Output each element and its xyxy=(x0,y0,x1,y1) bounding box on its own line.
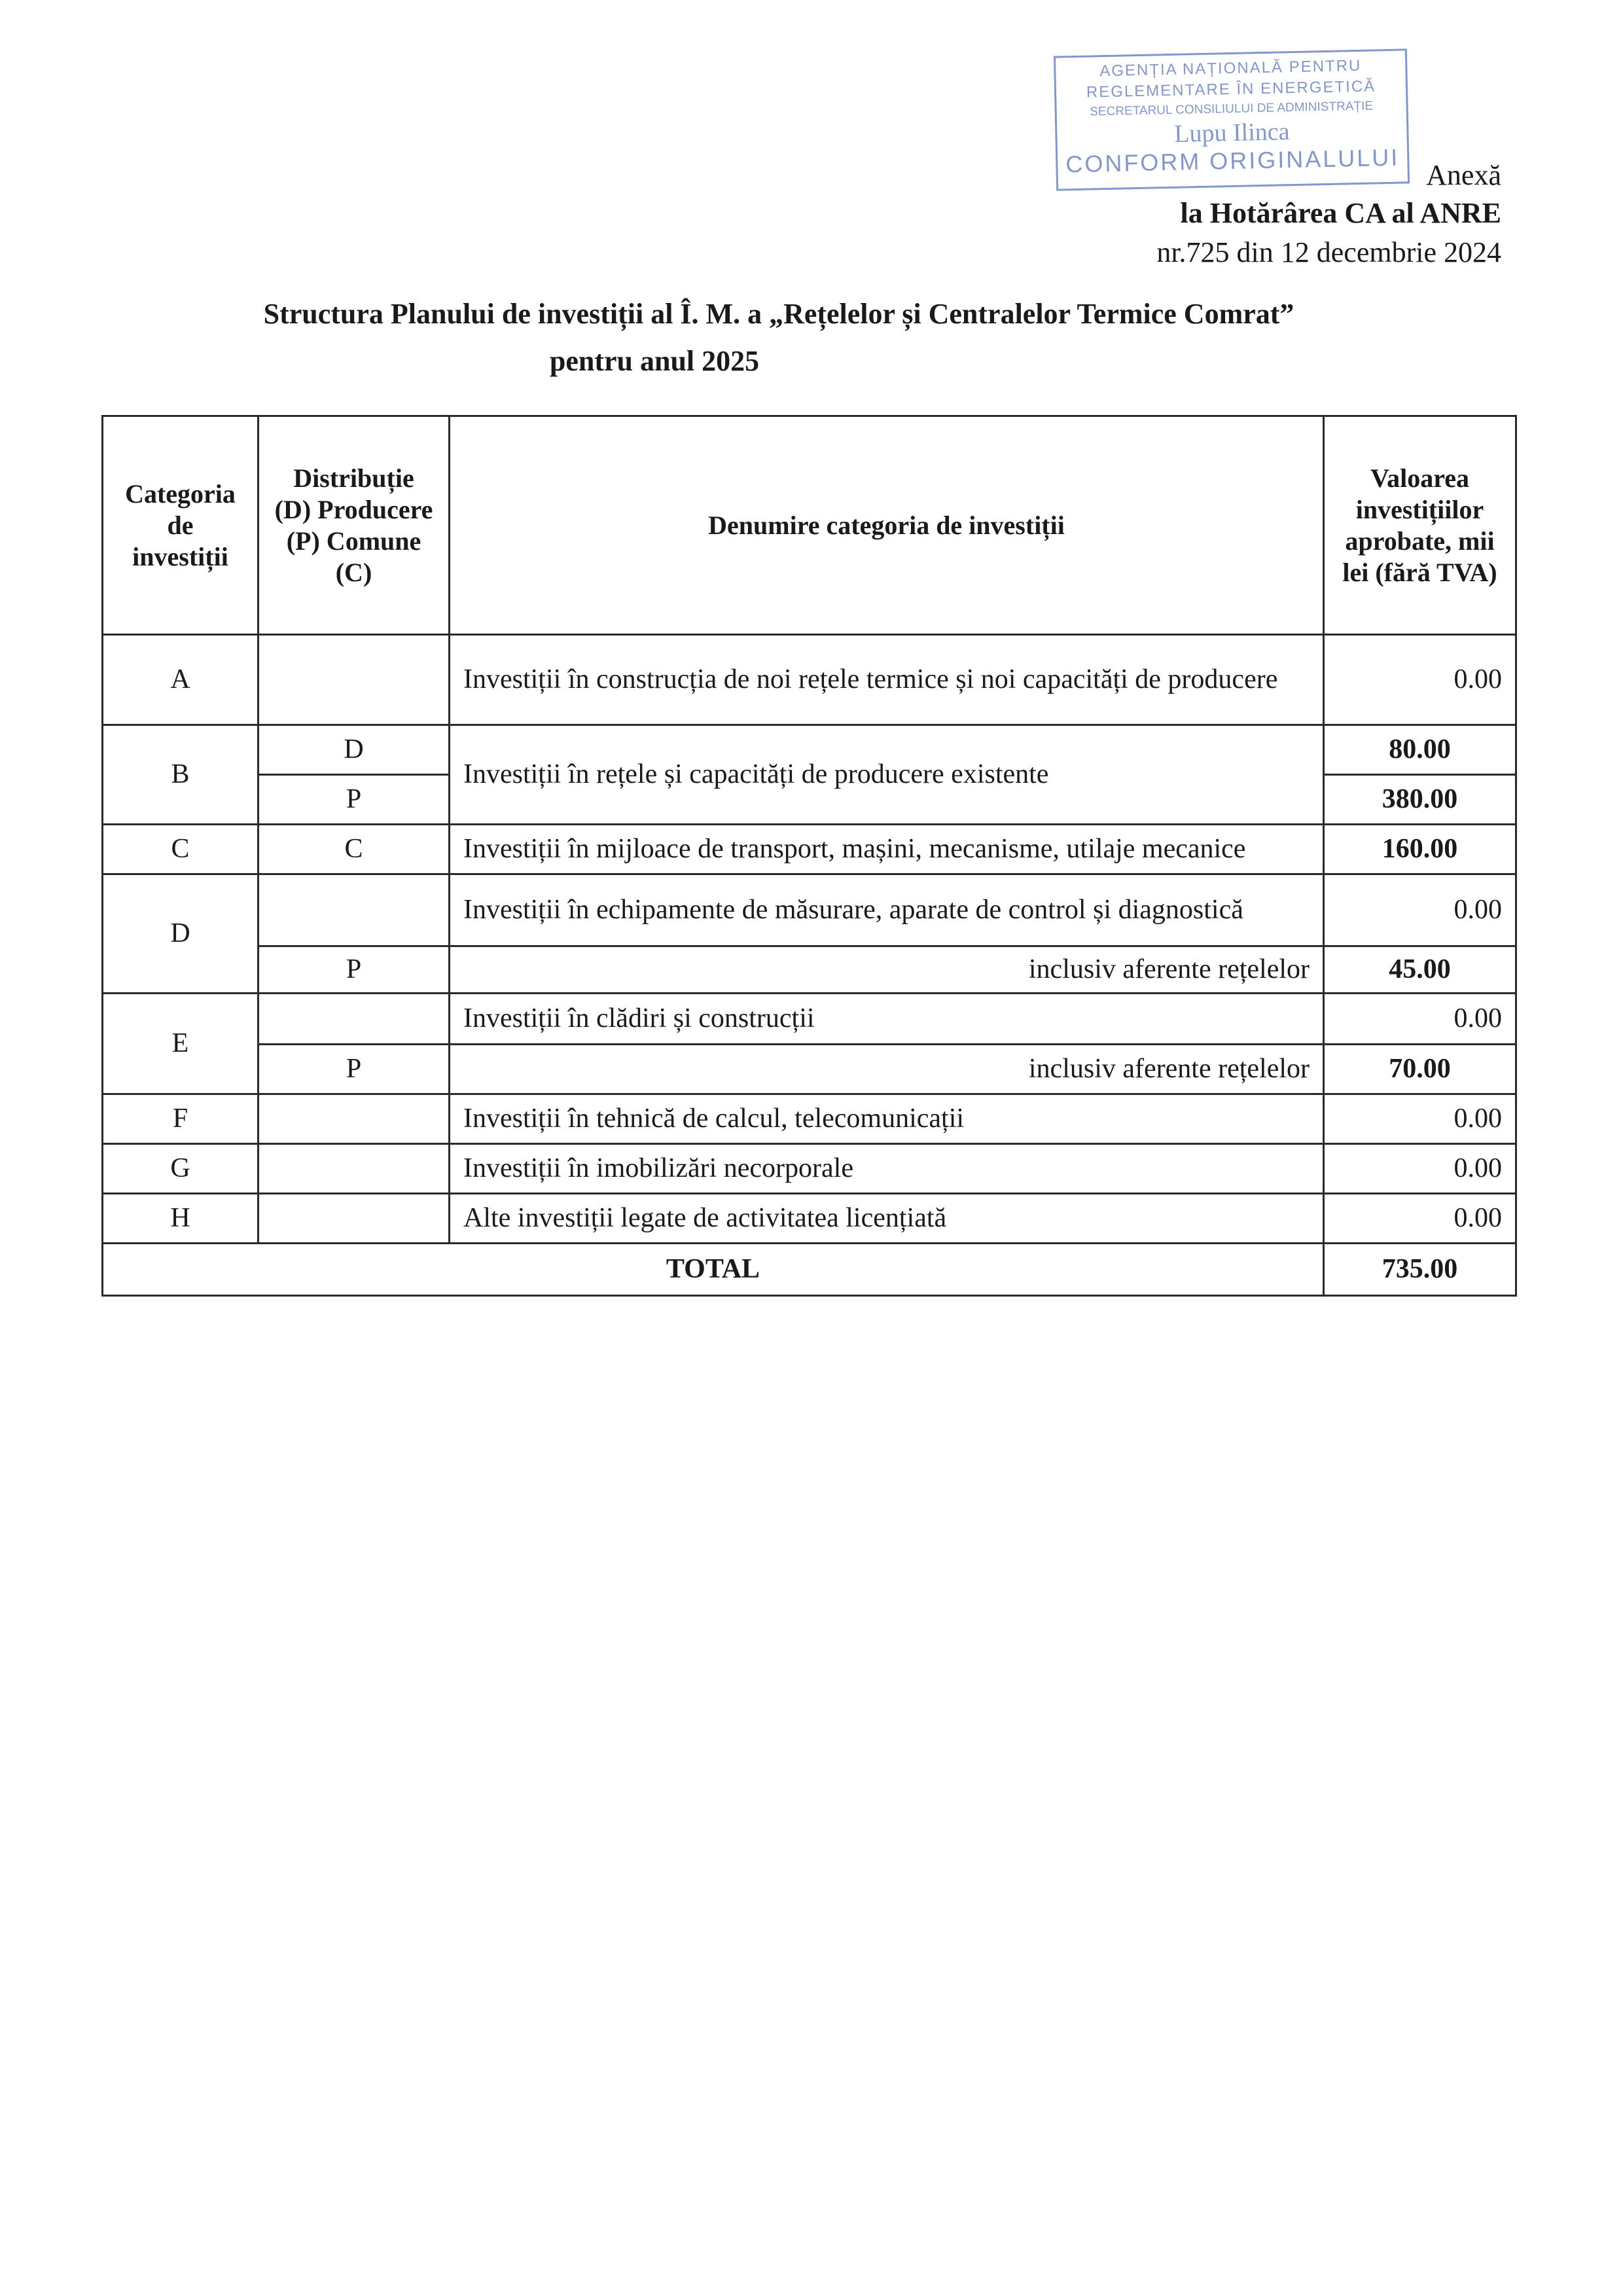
total-label: TOTAL xyxy=(103,1244,1324,1296)
cell-name: Alte investiții legate de activitatea licențiată xyxy=(450,1194,1324,1244)
cell-category: C xyxy=(103,825,259,874)
cell-value: 0.00 xyxy=(1324,1194,1516,1244)
table-row-b xyxy=(103,725,1516,775)
table-total-row xyxy=(103,1244,1516,1296)
cell-dpc xyxy=(259,635,450,725)
decision-label: la Hotărârea CA al ANRE xyxy=(1180,197,1501,229)
stamp-line-name: Lupu Ilinca xyxy=(1173,118,1290,148)
cell-value: 380.00 xyxy=(1324,775,1516,825)
cell-category: D xyxy=(103,874,259,994)
cell-dpc: P xyxy=(259,775,450,825)
cell-dpc: D xyxy=(259,725,450,775)
cell-category: B xyxy=(103,725,259,825)
header-dpc: Distribuție (D) Producere (P) Comune (C) xyxy=(259,416,450,635)
cell-category: A xyxy=(103,635,259,725)
cell-dpc xyxy=(259,1194,450,1244)
cell-value: 0.00 xyxy=(1324,1144,1516,1194)
cell-value: 0.00 xyxy=(1324,635,1516,725)
official-stamp xyxy=(1054,48,1410,190)
cell-dpc xyxy=(259,1144,450,1194)
investment-table xyxy=(101,415,1517,1297)
table-row-d xyxy=(103,874,1516,946)
table-row-g xyxy=(103,1144,1516,1194)
cell-value: 0.00 xyxy=(1324,874,1516,946)
table-row-e-sub xyxy=(103,1045,1516,1094)
cell-value: 160.00 xyxy=(1324,825,1516,874)
stamp-line-regulator: REGLEMENTARE ÎN ENERGETICĂ xyxy=(1086,77,1376,101)
cell-dpc: P xyxy=(259,1045,450,1094)
cell-value: 80.00 xyxy=(1324,725,1516,775)
document-title: Structura Planului de investiții al Î. M. a „Rețelelor și Centralelor Termice Comrat” xyxy=(263,298,1294,330)
table-row-e xyxy=(103,994,1516,1045)
cell-name: Investiții în rețele și capacități de producere existente xyxy=(450,725,1324,825)
table-row-c xyxy=(103,825,1516,874)
cell-name: inclusiv aferente rețelelor xyxy=(450,946,1324,994)
stamp-line-conform: CONFORM ORIGINALULUI xyxy=(1065,143,1400,178)
header-value: Valoarea investițiilor aprobate, mii lei (fără TVA) xyxy=(1324,416,1516,635)
cell-value: 0.00 xyxy=(1324,1094,1516,1144)
stamp-line-secretary: SECRETARUL CONSILIULUI DE ADMINISTRAȚIE xyxy=(1090,99,1374,119)
header-category: Categoria de investiții xyxy=(103,416,259,635)
decision-number: nr.725 din 12 decembrie 2024 xyxy=(1156,236,1501,268)
table-row-h xyxy=(103,1194,1516,1244)
cell-dpc: C xyxy=(259,825,450,874)
cell-value: 70.00 xyxy=(1324,1045,1516,1094)
cell-category: G xyxy=(103,1144,259,1194)
cell-name: Investiții în echipamente de măsurare, aparate de control și diagnostică xyxy=(450,874,1324,946)
document-subtitle: pentru anul 2025 xyxy=(549,345,760,377)
header-name: Denumire categoria de investiții xyxy=(450,416,1324,635)
cell-name: Investiții în mijloace de transport, mașini, mecanisme, utilaje mecanice xyxy=(450,825,1324,874)
table-row-f xyxy=(103,1094,1516,1144)
cell-name: Investiții în clădiri și construcții xyxy=(450,994,1324,1045)
cell-dpc: P xyxy=(259,946,450,994)
cell-category: E xyxy=(103,994,259,1094)
cell-category: F xyxy=(103,1094,259,1144)
table-row-d-sub xyxy=(103,946,1516,994)
cell-value: 45.00 xyxy=(1324,946,1516,994)
cell-value: 0.00 xyxy=(1324,994,1516,1045)
cell-name: Investiții în imobilizări necorporale xyxy=(450,1144,1324,1194)
cell-dpc xyxy=(259,1094,450,1144)
cell-name: Investiții în construcția de noi rețele termice și noi capacități de producere xyxy=(450,635,1324,725)
cell-dpc xyxy=(259,994,450,1045)
stamp-line-agency: AGENȚIA NAȚIONALĂ PENTRU xyxy=(1099,56,1362,81)
cell-dpc xyxy=(259,874,450,946)
cell-category: H xyxy=(103,1194,259,1244)
table-row-a xyxy=(103,635,1516,725)
annex-label: Anexă xyxy=(1426,159,1501,191)
table-header-row xyxy=(103,416,1516,635)
cell-name: inclusiv aferente rețelelor xyxy=(450,1045,1324,1094)
cell-name: Investiții în tehnică de calcul, telecomunicații xyxy=(450,1094,1324,1144)
total-value: 735.00 xyxy=(1324,1244,1516,1296)
